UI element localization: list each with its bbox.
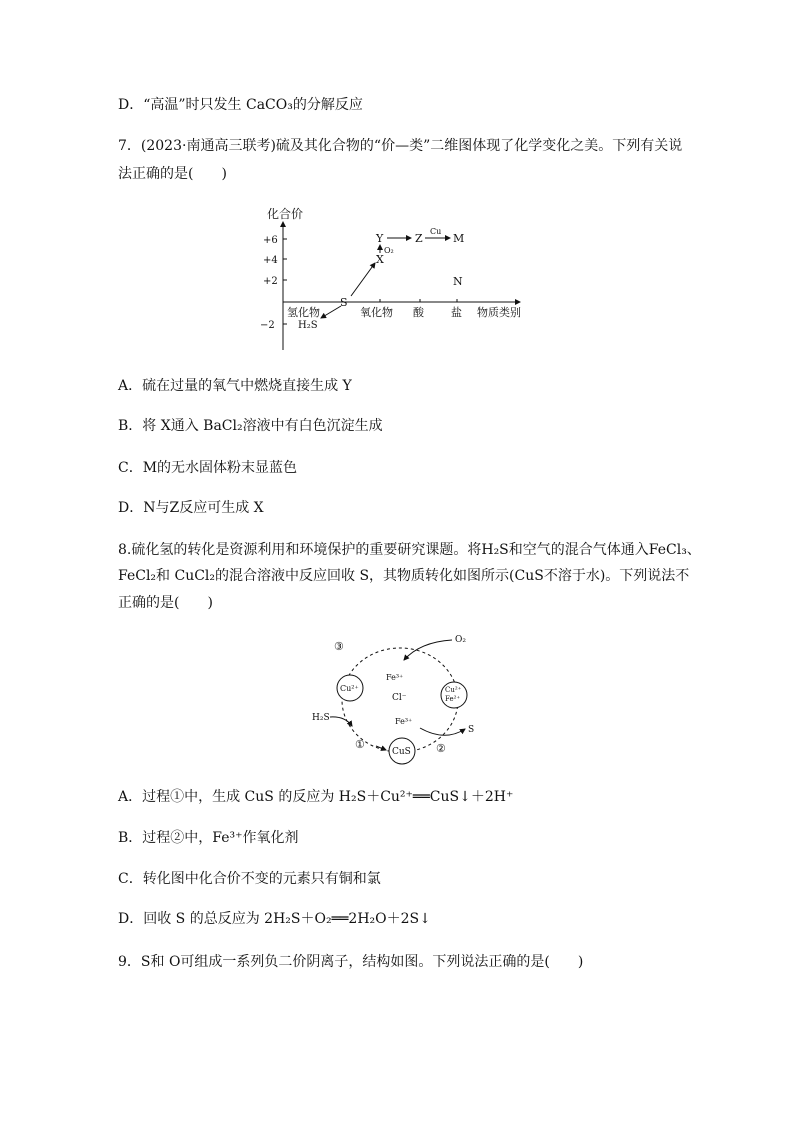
label-fe3-top: Fe³⁺ bbox=[386, 673, 404, 682]
ytick-m2: −2 bbox=[260, 320, 275, 331]
q8-option-c[interactable]: C．转化图中化合价不变的元素只有铜和氯 bbox=[118, 871, 381, 887]
q8-option-a[interactable]: A．过程①中，生成 CuS 的反应为 H₂S＋Cu²⁺══CuS↓＋2H⁺ bbox=[118, 789, 514, 805]
q7-option-c[interactable]: C．M的无水固体粉末显蓝色 bbox=[118, 460, 298, 476]
ytick-6: +6 bbox=[263, 235, 278, 246]
ytick-2: +2 bbox=[263, 276, 278, 287]
q7-stem-line1: 7．(2023·南通高三联考)硫及其化合物的“价—类”二维图体现了化学变化之美。下列有关说 bbox=[118, 138, 683, 154]
q7-option-d[interactable]: D．N与Z反应可生成 X bbox=[118, 500, 264, 516]
q8-stem-line2: FeCl₂和 CuCl₂的混合溶液中反应回收 S，其物质转化如图所示(CuS不溶于水)。下列说法不 bbox=[118, 568, 690, 584]
point-m: M bbox=[453, 232, 465, 245]
point-h2s: H₂S bbox=[298, 320, 318, 331]
label-cl: Cl⁻ bbox=[392, 693, 407, 703]
q7-option-a[interactable]: A．硫在过量的氧气中燃烧直接生成 Y bbox=[118, 378, 352, 394]
label-o2: O₂ bbox=[455, 635, 466, 645]
label-fe3-mid: Fe³⁺ bbox=[395, 717, 413, 726]
q8-option-d[interactable]: D．回收 S 的总反应为 2H₂S＋O₂══2H₂O＋2S↓ bbox=[118, 911, 431, 927]
point-z: Z bbox=[415, 232, 423, 245]
ytick-4: +4 bbox=[263, 255, 278, 266]
xtick-acid: 酸 bbox=[413, 306, 424, 319]
xtick-salt: 盐 bbox=[451, 306, 462, 319]
xtick-class: 物质类别 bbox=[477, 306, 521, 319]
label-h2s: H₂S bbox=[312, 713, 330, 723]
label-cu: Cu bbox=[430, 227, 442, 236]
xtick-oxide: 氧化物 bbox=[360, 306, 393, 319]
xtick-hydride: 氢化物 bbox=[287, 306, 320, 319]
q8-option-b[interactable]: B．过程②中，Fe³⁺作氧化剂 bbox=[118, 830, 299, 846]
q7-stem-line2: 法正确的是( ) bbox=[118, 166, 227, 182]
arrow-o2-in bbox=[404, 640, 452, 660]
arrow-s-to-x bbox=[351, 263, 375, 296]
q9-stem: 9．S和 O可组成一系列负二价阴离子，结构如图。下列说法正确的是( ) bbox=[118, 954, 584, 970]
q8-stem-line1: 8.硫化氢的转化是资源利用和环境保护的重要研究课题。将H₂S和空气的混合气体通入FeCl₃、 bbox=[118, 542, 701, 558]
point-x: X bbox=[376, 253, 384, 266]
step-2: ② bbox=[436, 742, 446, 755]
svg-text:Cu²⁺: Cu²⁺ bbox=[445, 686, 462, 694]
valence-class-chart bbox=[255, 200, 545, 360]
svg-text:Cu²⁺: Cu²⁺ bbox=[340, 684, 359, 693]
svg-text:Fe²⁺: Fe²⁺ bbox=[445, 695, 461, 703]
label-s: S bbox=[468, 725, 475, 735]
arrow-s-out bbox=[420, 728, 465, 735]
label-o2: O₂ bbox=[384, 246, 394, 255]
svg-text:CuS: CuS bbox=[392, 747, 411, 757]
q8-stem-line3: 正确的是( ) bbox=[118, 595, 213, 611]
y-axis-label: 化合价 bbox=[267, 207, 304, 221]
q6-option-d: D．“高温”时只发生 CaCO₃的分解反应 bbox=[118, 97, 363, 113]
arrow-s-to-h2s bbox=[321, 306, 341, 318]
point-y: Y bbox=[376, 232, 384, 245]
q7-option-b[interactable]: B．将 X通入 BaCl₂溶液中有白色沉淀生成 bbox=[118, 418, 383, 434]
h2s-conversion-cycle bbox=[300, 630, 500, 770]
step-3: ③ bbox=[334, 640, 344, 653]
step-1: ① bbox=[355, 738, 365, 751]
point-n: N bbox=[453, 275, 463, 288]
point-s: S bbox=[340, 296, 348, 309]
